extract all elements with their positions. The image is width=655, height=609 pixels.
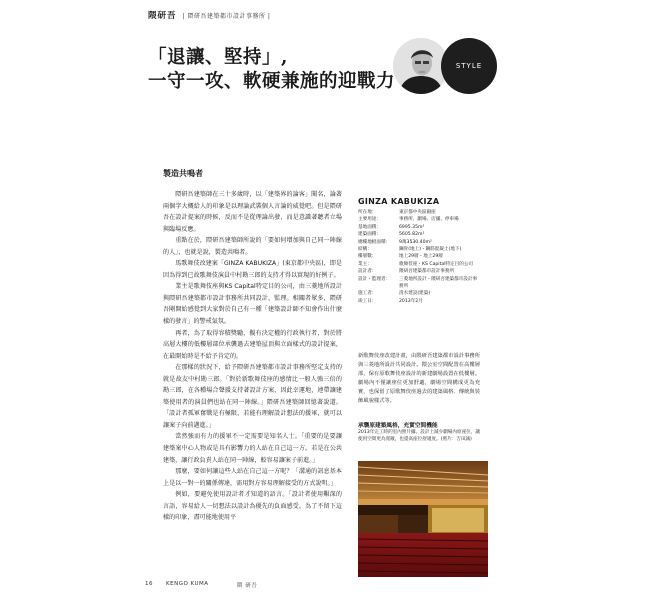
spec-value: 三菱地所設計・隈研吾建築都市設計事務所: [399, 276, 478, 290]
page-title: [148, 46, 395, 94]
footer-author-zh: 隈 研吾: [237, 583, 258, 589]
title-line-1: 「退讓、堅持」,: [148, 47, 288, 68]
spec-row: [358, 253, 480, 260]
spec-value: 清水建設(建築): [399, 291, 431, 297]
body-paragraph: 那麼，要如何讓這些人站在自己這一方呢？「溝通的訊息基本上是以一對一的關係傳達，需用對方容易理解接受的方式說明。」: [163, 468, 342, 487]
spec-key: 設計・監理者：: [358, 276, 391, 282]
spec-key: 建築面積：: [358, 232, 381, 238]
header-author: 隈研吾: [148, 11, 177, 21]
spec-row: [358, 216, 480, 223]
spec-row: [358, 290, 480, 297]
spec-key: 結構：: [358, 247, 372, 253]
spec-value: 5605.82m²: [399, 232, 425, 238]
spec-row: [358, 246, 480, 253]
spec-value: 鋼骨(地上)・鋼筋混凝土(地下): [399, 247, 462, 253]
spec-row: [358, 298, 480, 305]
spec-key: 設計者：: [358, 269, 377, 275]
spec-value: 事務所、劇場、店舖、停車場: [399, 217, 459, 223]
spec-key: 總樓地板面積：: [358, 239, 391, 245]
title-line-2: 一守一攻、軟硬兼施的迎戰力: [148, 71, 396, 92]
body-paragraph: 馬歌舞伎改建案「GINZA KABUKIZA」(東京都中央區)，即是因為得到已故歌舞伎演員中村勘三郎的支持才得以實現的好例子。: [163, 260, 342, 279]
spec-value: 地上29層・地上29層: [399, 254, 443, 260]
body-paragraph: 隈研吾建築師在三十多歲時，以「建築界的論客」聞名，論著兩個字大概給人的印象是以理論武裝個人言論的威覺吧。但是隈研吾在設計提案的時候，反而不是從理論出發，而是意識著聽者立場與臨場反應。: [163, 191, 342, 233]
project-name: GINZA KABUKIZA: [358, 197, 440, 206]
project-description: 新歌舞伎座改建計畫，由隈研吾建築都市設計事務所與三菱地所設計共同設計。隈公室空間配置在高樓層部，保有原歌舞伎座設計的新建劇場設置在低樓層。劇場內不僅讓座位更加舒適，劇場空間構成更為充實，也保留了原歌舞伎座過去的建築風格、傳統與裝飾風貌樣式等。: [358, 353, 480, 405]
photo-caption-text: 2013年完工時的室內照片攝。設計上減少劇場內原座位，讓使用空間更為寬敞，也提高座位舒適度。(照片：吉田誠): [358, 430, 480, 443]
spec-key: 施工者：: [358, 291, 377, 297]
page-number: 16: [145, 581, 153, 587]
body-paragraph: 業主是歌舞伎座與KS Capital特定目的公司，由三菱地所設計與隈研吾建築都市設計事務所共同設計、監理。相關者眾多，隈研吾剛開始感覺到大家對於自己有一種「建築設計師不知會作出什麼樣的發言」的警戒氣氛。: [163, 283, 342, 326]
body-paragraph: 再者，為了取得容積獎勵，擬有決定權的行政執行者，對於將高層大樓的低樓層部位承襲過去建築屋頂與立面樣式的設計提案，在最開始時是不給予肯定的。: [163, 329, 342, 360]
theater-interior-photo: [358, 461, 488, 577]
spec-value: 9萬3530.40m²: [399, 239, 432, 245]
spec-value: 隈研吾建築都市設計事務所: [399, 269, 455, 275]
spec-row: [358, 261, 480, 268]
spec-row: [358, 209, 480, 216]
photo-caption-title: 承襲原建築風格，充實空間機能: [358, 423, 438, 429]
header-subtitle: | 隈研吾建築都市設計事務所 |: [182, 12, 271, 20]
spec-row: [358, 276, 480, 291]
spec-value: 歌舞伎座・KS Capital特定目的公司: [399, 261, 474, 267]
spec-row: [358, 239, 480, 246]
footer-author-en: KENGO KUMA: [166, 581, 209, 587]
body-paragraph: 當然強而有力的援軍不一定需要是知名人士。「重要的是要讓建築案中心人物或是具有影響力的人站在自己這一方。若是在公共建築，讓行政負責人站在同一陣線，較容易讓案子前進。」: [163, 433, 342, 464]
style-label: STYLE: [455, 62, 483, 70]
spec-row: [358, 231, 480, 238]
style-badge: [441, 38, 497, 94]
spec-key: 所在地：: [358, 210, 377, 215]
spec-row: [358, 268, 480, 275]
spec-row: [358, 224, 480, 231]
body-paragraph: 重點在於，隈研吾建築師所說的「要如何增加與自己同一陣線的人」，也就是說，製造共鳴者。: [163, 237, 342, 256]
spec-key: 業主：: [358, 261, 372, 267]
spec-value: 2013年2月: [399, 298, 423, 304]
body-text: [163, 189, 342, 524]
project-spec-list: [358, 209, 480, 305]
spec-key: 樓層數：: [358, 254, 377, 260]
spec-value: 東京都中央區銀座: [399, 210, 436, 215]
spec-key: 基地面積：: [358, 224, 381, 230]
spec-key: 主要用途：: [358, 217, 381, 223]
body-paragraph: 在那樣的狀況下，給予隈研吾建築都市設計事務所堅定支持的就是故友中村勘三郎。「對於新歌舞伎座的感情比一般人強三倍的勘三郎，在各種場合聲援支持著設計方案，因此幸運地，連帶讓建築使用者的演員們也站在同一陣線。」隈研吾建築師回憶著說道。「設計者孤軍奮戰是有極限，若能有理解設計想法的援軍，就可以讓案子向前邁進。」: [163, 364, 342, 429]
chapter-header: [148, 9, 270, 21]
spec-key: 竣工日：: [358, 298, 377, 304]
body-paragraph: 例如，要避免使用設計者才知道的語言。「設計者使用艱深的言語，容易給人一切想法以設計為優先的負面感受。為了不留下這樣的印象，盡可能地使用平: [163, 491, 342, 522]
spec-value: 6995.35m²: [399, 224, 425, 230]
section-heading: 製造共鳴者: [163, 169, 203, 178]
